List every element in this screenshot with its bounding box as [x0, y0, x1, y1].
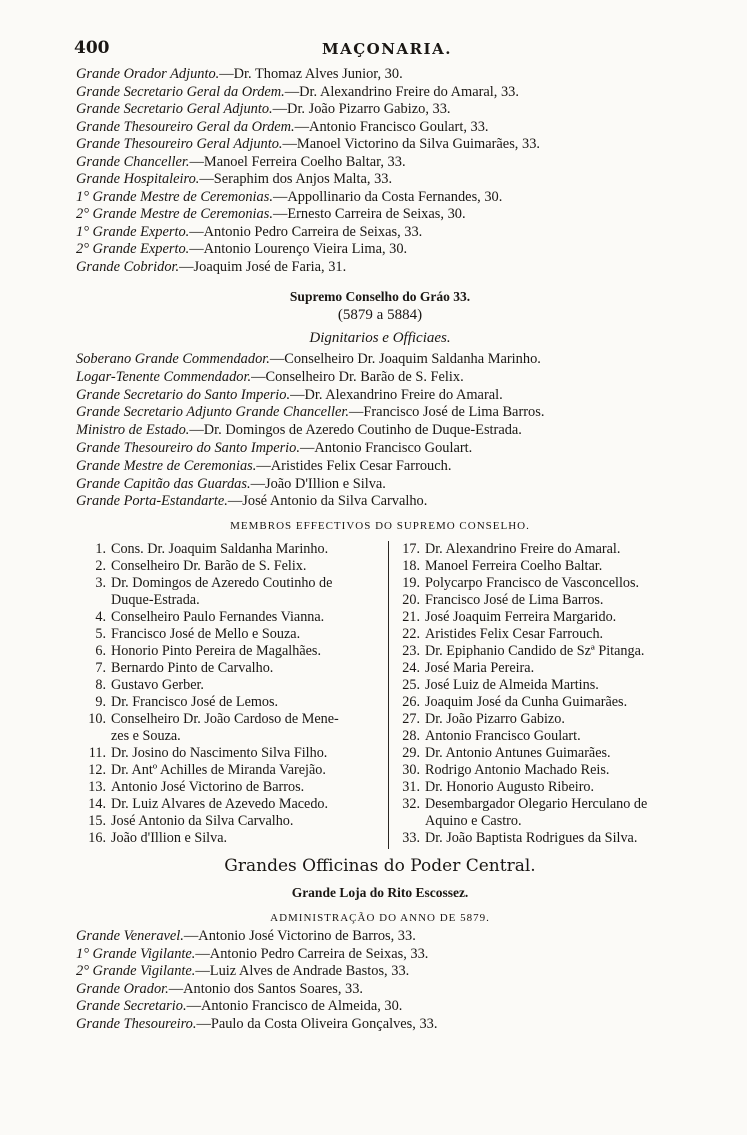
member-item	[78, 541, 386, 558]
member-name: Dr. Luiz Alvares de Azevedo Macedo.	[111, 796, 329, 812]
member-item	[78, 711, 386, 728]
supremo-officer-name: —Dr. Domingos de Azeredo Coutinho de Duque-Estrada.	[189, 422, 522, 439]
grande-officer-name: —Paulo da Costa Oliveira Gonçalves, 33.	[196, 1016, 438, 1032]
member-number: 20.	[402, 592, 420, 608]
officer-role: Grande Hospitaleiro.	[76, 171, 200, 187]
member-number: 5.	[95, 626, 106, 642]
member-number: 29.	[402, 745, 420, 761]
member-number: 17.	[402, 541, 420, 557]
member-item	[392, 745, 707, 762]
officer-entry	[76, 136, 716, 153]
officer-name: —Antonio Francisco Goulart, 33.	[294, 118, 489, 135]
member-name: Dr. Antº Achilles de Miranda Varejão.	[111, 762, 326, 778]
member-name: Polycarpo Francisco de Vasconcellos.	[425, 575, 640, 591]
member-item	[78, 694, 386, 711]
grande-officer-role: Grande Secretario.	[76, 998, 187, 1015]
officer-entry	[76, 224, 716, 241]
member-name: Bernardo Pinto de Carvalho.	[111, 660, 274, 676]
officer-entry	[76, 84, 716, 101]
member-number: 32.	[402, 796, 420, 812]
officer-name: —Dr. João Pizarro Gabizo, 33.	[272, 101, 451, 117]
member-number: 10.	[88, 711, 106, 727]
member-name: Dr. João Baptista Rodrigues da Silva.	[425, 830, 638, 846]
supremo-officer-name: —Conselheiro Dr. Joaquim Saldanha Marinho.	[269, 351, 541, 367]
member-item	[78, 558, 386, 575]
supremo-officer-name: —Francisco José de Lima Barros.	[349, 404, 545, 421]
member-number: 12.	[88, 762, 106, 778]
officer-name: —Antonio Lourenço Vieira Lima, 30.	[189, 241, 408, 257]
member-number: 31.	[402, 779, 420, 795]
member-item	[392, 626, 707, 643]
member-number: 24.	[402, 660, 420, 676]
member-item	[392, 558, 707, 575]
member-number: 16.	[88, 830, 106, 846]
supremo-officer-entry	[76, 404, 716, 421]
officer-role: Grande Secretario Geral da Ordem.	[76, 83, 285, 100]
grandes-admin: ADMINISTRAÇÃO DO ANNO DE 5879.	[270, 912, 490, 924]
member-number: 7.	[95, 660, 106, 676]
member-number: 9.	[95, 694, 106, 710]
officer-role: Grande Thesoureiro Geral da Ordem.	[76, 118, 295, 135]
grande-officer-entry	[76, 1016, 716, 1033]
member-number: 1.	[95, 541, 106, 557]
grandes-title: Grandes Officinas do Poder Central.	[224, 856, 536, 876]
member-name: Dr. Domingos de Azeredo Coutinho de	[111, 575, 333, 591]
member-item	[78, 660, 386, 677]
member-name: Gustavo Gerber.	[111, 677, 204, 693]
member-name: Rodrigo Antonio Machado Reis.	[425, 762, 610, 778]
column-divider	[388, 541, 389, 849]
supremo-officer-role: Soberano Grande Commendador.	[76, 351, 270, 367]
member-name-continued: Duque-Estrada.	[111, 592, 200, 608]
officer-name: —Antonio Pedro Carreira de Seixas, 33.	[189, 223, 423, 240]
member-item	[392, 643, 707, 660]
officer-role: Grande Chanceller.	[76, 153, 190, 170]
member-number: 18.	[402, 558, 420, 574]
officer-entry	[76, 119, 716, 136]
supremo-officer-role: Grande Secretario Adjunto Grande Chanceller.	[76, 404, 349, 421]
member-number: 19.	[402, 575, 420, 591]
grande-officer-entry	[76, 963, 716, 980]
officer-name: —Seraphim dos Anjos Malta, 33.	[199, 171, 393, 187]
member-name: Francisco José de Mello e Souza.	[111, 626, 301, 642]
members-heading: MEMBROS EFFECTIVOS DO SUPREMO CONSELHO.	[230, 520, 530, 532]
officer-role: Grande Thesoureiro Geral Adjunto.	[76, 136, 283, 152]
officer-role: 2° Grande Experto.	[76, 241, 190, 257]
supremo-officer-entry	[76, 422, 716, 439]
member-number: 13.	[88, 779, 106, 795]
officer-name: —Ernesto Carreira de Seixas, 30.	[272, 206, 466, 222]
member-number: 23.	[402, 643, 420, 659]
member-item	[78, 745, 386, 762]
supremo-officer-role: Grande Mestre de Ceremonias.	[76, 457, 257, 474]
officer-role: 2° Grande Mestre de Ceremonias.	[76, 206, 273, 222]
member-item	[392, 728, 707, 745]
member-item	[78, 643, 386, 660]
member-number: 27.	[402, 711, 420, 727]
member-number: 2.	[95, 558, 106, 574]
officer-entry	[76, 206, 716, 223]
member-item	[78, 813, 386, 830]
supremo-officer-role: Grande Capitão das Guardas.	[76, 475, 251, 492]
grande-officer-name: —Antonio Francisco de Almeida, 30.	[186, 998, 403, 1015]
member-item	[392, 779, 707, 796]
member-name: José Joaquim Ferreira Margarido.	[425, 609, 617, 625]
member-item	[392, 796, 707, 813]
officer-name: —Dr. Thomaz Alves Junior, 30.	[219, 66, 403, 82]
supremo-subtitle: Dignitarios e Officiaes.	[309, 330, 451, 346]
members-left-column	[78, 541, 386, 847]
member-name: Dr. Antonio Antunes Guimarães.	[425, 745, 611, 761]
member-name: Conselheiro Dr. João Cardoso de Mene-	[111, 711, 339, 727]
member-number: 33.	[402, 830, 420, 846]
member-name: Dr. Alexandrino Freire do Amaral.	[425, 541, 621, 557]
supremo-officer-name: —José Antonio da Silva Carvalho.	[227, 493, 428, 510]
grande-officer-name: —Luiz Alves de Andrade Bastos, 33.	[195, 963, 410, 980]
member-number: 26.	[402, 694, 420, 710]
member-name-continued: Aquino e Castro.	[425, 813, 522, 829]
member-number: 25.	[402, 677, 420, 693]
supremo-officer-entry	[76, 351, 716, 368]
officer-role: Grande Cobridor.	[76, 258, 180, 275]
member-name: Francisco José de Lima Barros.	[425, 592, 604, 608]
members-right-column	[392, 541, 707, 847]
member-name: Dr. Epiphanio Candido de Szª Pitanga.	[425, 643, 645, 659]
member-number: 8.	[95, 677, 106, 693]
member-number: 30.	[402, 762, 420, 778]
member-item	[78, 762, 386, 779]
supremo-officer-role: Grande Secretario do Santo Imperio.	[76, 386, 291, 403]
supremo-officer-entry	[76, 369, 716, 386]
officer-role: Grande Secretario Geral Adjunto.	[76, 101, 273, 117]
grande-officer-role: 2° Grande Vigilante.	[76, 963, 196, 980]
supremo-officer-name: —Conselheiro Dr. Barão de S. Felix.	[251, 368, 464, 385]
member-name: Dr. Josino do Nascimento Silva Filho.	[111, 745, 328, 761]
member-item	[78, 609, 386, 626]
member-name: Antonio José Victorino de Barros.	[111, 779, 305, 795]
member-name: Dr. João Pizarro Gabizo.	[425, 711, 565, 727]
officer-entry	[76, 241, 716, 258]
member-item	[392, 660, 707, 677]
member-name: Cons. Dr. Joaquim Saldanha Marinho.	[111, 541, 329, 557]
member-item	[392, 711, 707, 728]
member-name: Manoel Ferreira Coelho Baltar.	[425, 558, 603, 574]
grande-officer-entry	[76, 998, 716, 1015]
member-item	[78, 779, 386, 796]
supremo-officer-name: —Antonio Francisco Goulart.	[299, 440, 473, 456]
member-name: Antonio Francisco Goulart.	[425, 728, 581, 744]
member-item	[78, 575, 386, 592]
officer-entry	[76, 101, 716, 118]
officer-role: Grande Orador Adjunto.	[76, 66, 220, 82]
officer-role: 1° Grande Mestre de Ceremonias.	[76, 188, 273, 205]
officer-entry	[76, 154, 716, 171]
member-name: José Maria Pereira.	[425, 660, 535, 676]
supremo-officer-entry	[76, 476, 716, 493]
member-number: 21.	[402, 609, 420, 625]
member-name: Honorio Pinto Pereira de Magalhães.	[111, 643, 321, 659]
member-number: 22.	[402, 626, 420, 642]
page-number: 400	[74, 38, 110, 58]
supremo-title: Supremo Conselho do Gráo 33.	[289, 289, 471, 304]
grande-officer-name: —Antonio dos Santos Soares, 33.	[168, 980, 364, 997]
member-number: 6.	[95, 643, 106, 659]
grandes-subtitle: Grande Loja do Rito Escossez.	[291, 885, 469, 900]
supremo-years: (5879 a 5884)	[337, 307, 423, 323]
member-item	[392, 830, 707, 847]
member-name: José Antonio da Silva Carvalho.	[111, 813, 294, 829]
member-number: 28.	[402, 728, 420, 744]
member-item	[392, 609, 707, 626]
member-item	[78, 626, 386, 643]
supremo-officer-name: —Dr. Alexandrino Freire do Amaral.	[290, 386, 503, 403]
officer-name: —Manoel Ferreira Coelho Baltar, 33.	[189, 153, 406, 170]
grande-officer-entry	[76, 981, 716, 998]
member-item	[392, 592, 707, 609]
supremo-officer-entry	[76, 458, 716, 475]
officer-entry	[76, 171, 716, 188]
officer-name: —Joaquim José de Faria, 31.	[179, 258, 347, 275]
supremo-officer-entry	[76, 440, 716, 457]
officer-entry	[76, 259, 716, 276]
grande-officer-role: 1° Grande Vigilante.	[76, 945, 196, 962]
member-name-continued: zes e Souza.	[111, 728, 181, 744]
supremo-officer-name: —João D'Illion e Silva.	[250, 475, 386, 492]
member-name: Aristides Felix Cesar Farrouch.	[425, 626, 604, 642]
grande-officer-entry	[76, 946, 716, 963]
supremo-officer-entry	[76, 387, 716, 404]
member-name: Desembargador Olegario Herculano de	[425, 796, 648, 812]
supremo-officer-entry	[76, 493, 716, 510]
member-item	[392, 762, 707, 779]
grande-officer-entry	[76, 928, 716, 945]
grande-officer-role: Grande Thesoureiro.	[76, 1016, 197, 1032]
page-header	[74, 38, 714, 62]
officer-entry	[76, 66, 716, 83]
member-name: Conselheiro Paulo Fernandes Vianna.	[111, 609, 325, 625]
member-number: 3.	[95, 575, 106, 591]
member-name: João d'Illion e Silva.	[111, 830, 228, 846]
member-number: 15.	[88, 813, 106, 829]
member-name: Conselheiro Dr. Barão de S. Felix.	[111, 558, 307, 574]
member-name: Dr. Francisco José de Lemos.	[111, 694, 279, 710]
member-item	[78, 796, 386, 813]
member-item	[392, 541, 707, 558]
member-name: Dr. Honorio Augusto Ribeiro.	[425, 779, 595, 795]
member-name: José Luiz de Almeida Martins.	[425, 677, 599, 693]
supremo-officer-role: Logar-Tenente Commendador.	[76, 368, 252, 385]
grande-officer-role: Grande Veneravel.	[76, 928, 184, 944]
member-name: Joaquim José da Cunha Guimarães.	[425, 694, 628, 710]
member-number: 11.	[88, 745, 106, 761]
grande-officer-name: —Antonio José Victorino de Barros, 33.	[183, 928, 416, 944]
supremo-officer-role: Grande Porta-Estandarte.	[76, 493, 228, 510]
grande-officer-role: Grande Orador.	[76, 980, 169, 997]
member-item	[78, 677, 386, 694]
officer-entry	[76, 189, 716, 206]
member-item	[392, 677, 707, 694]
supremo-officer-role: Grande Thesoureiro do Santo Imperio.	[76, 440, 300, 456]
member-item	[392, 575, 707, 592]
member-item	[78, 830, 386, 847]
grande-officer-name: —Antonio Pedro Carreira de Seixas, 33.	[195, 945, 429, 962]
officer-role: 1° Grande Experto.	[76, 223, 190, 240]
member-number: 4.	[95, 609, 106, 625]
member-number: 14.	[88, 796, 106, 812]
member-item	[392, 694, 707, 711]
running-title: MAÇONARIA.	[322, 40, 452, 58]
officer-name: —Dr. Alexandrino Freire do Amaral, 33.	[284, 83, 519, 100]
supremo-officer-name: —Aristides Felix Cesar Farrouch.	[256, 457, 452, 474]
supremo-officer-role: Ministro de Estado.	[76, 422, 190, 439]
officer-name: —Manoel Victorino da Silva Guimarães, 33.	[282, 136, 540, 152]
officer-name: —Appollinario da Costa Fernandes, 30.	[272, 188, 503, 205]
